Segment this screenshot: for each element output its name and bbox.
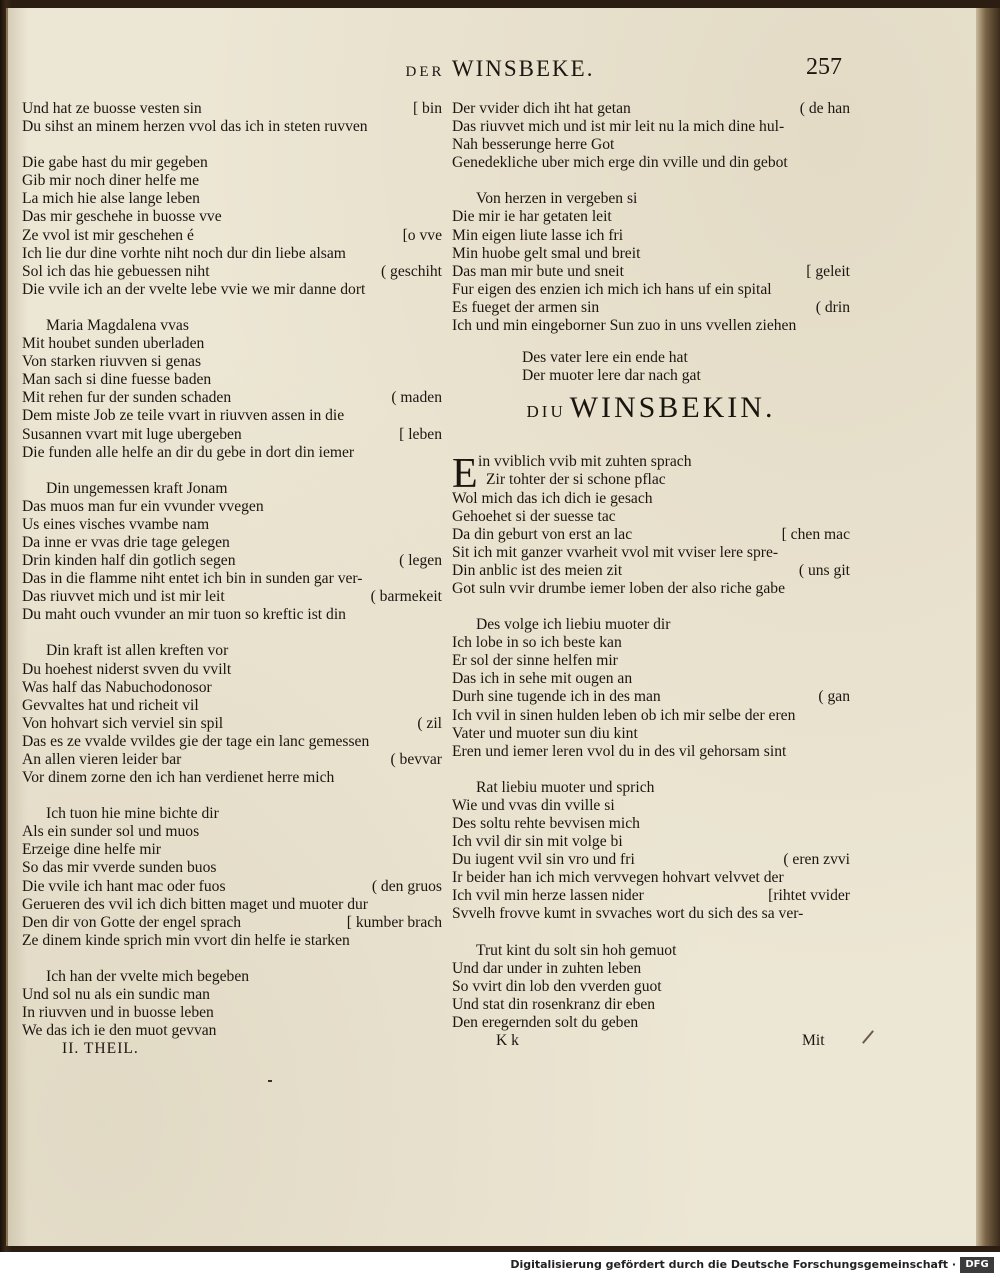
- verse-line: Trut kint du solt sin hoh gemuot: [476, 941, 677, 959]
- verse-line: Fur eigen des enzien ich mich ich hans uf ein spital: [452, 280, 772, 298]
- verse-text: Der vvider dich iht hat getan: [452, 100, 631, 117]
- verse-line: Wie und vvas din vville si: [452, 796, 615, 814]
- verse-line: Rat liebiu muoter und sprich: [476, 778, 655, 796]
- closing-line: Der muoter lere dar nach gat: [522, 367, 701, 385]
- verse-turnover: [ bin: [412, 100, 442, 117]
- verse-line: [452, 263, 850, 281]
- verse-line: Vor dinem zorne den ich han verdienet herre mich: [22, 769, 335, 787]
- verse-line: Vater und muoter sun diu kint: [452, 724, 638, 742]
- verse-line: Ze dinem kinde sprich min vvort din helfe ie starken: [22, 931, 350, 949]
- stanza: [452, 779, 850, 924]
- footer-credit: Digitalisierung gefördert durch die Deutsche Forschungsgemeinschaft ·: [510, 1258, 956, 1271]
- verse-turnover: [rihtet vvider: [768, 887, 850, 905]
- verse-line: Dem miste Job ze teile vvart in riuvven assen in die: [22, 407, 345, 425]
- right-column: [452, 100, 850, 1052]
- verse-text: Da din geburt von erst an lac: [452, 525, 633, 543]
- verse-line: [22, 426, 442, 444]
- stanza: [452, 942, 850, 1032]
- verse-line: Er sol der sinne helfen mir: [452, 652, 618, 670]
- stanza: [452, 453, 850, 598]
- verse-line: Sit ich mit ganzer vvarheit vvol mit vviser lere spre-: [452, 543, 779, 561]
- verse-line: [22, 389, 442, 407]
- right-bottom-stanzas: [452, 453, 850, 1052]
- right-top-stanzas: [452, 100, 850, 335]
- verse-line: [22, 100, 442, 118]
- verse-text: Die vvile ich hant mac oder fuos: [22, 877, 226, 895]
- verse-line: Du maht ouch vvunder an mir tuon so kreftic ist din: [22, 606, 346, 624]
- verse-line: Und stat din rosenkranz dir eben: [452, 995, 656, 1013]
- verse-line: Du sihst an minem herzen vvol das ich in steten ruvven: [22, 118, 368, 136]
- verse-line: Die vvile ich an der vvelte lebe vvie we mir danne dort: [22, 280, 366, 298]
- verse-line: Gevvaltes hat und richeit vil: [22, 696, 199, 714]
- catchword: Mit: [802, 1032, 825, 1050]
- verse-line: Des soltu rehte bevvisen mich: [452, 815, 640, 832]
- verse-line: In riuvven und in buosse leben: [22, 1004, 214, 1022]
- verse-turnover: ( eren zvvi: [783, 851, 850, 869]
- verse-line: Von starken riuvven si genas: [22, 353, 202, 371]
- stanza: [22, 968, 442, 1040]
- verse-line: Ich han der vvelte mich begeben: [46, 967, 250, 985]
- verse-turnover: [ chen mac: [781, 525, 850, 543]
- verse-text: Din anblic ist des meien zit: [452, 561, 623, 579]
- verse-text: Das riuvvet mich und ist mir leit: [22, 588, 225, 606]
- verse-turnover: ( legen: [399, 552, 442, 570]
- verse-line: Din kraft ist allen kreften vor: [46, 642, 229, 660]
- signature-mark: II. THEIL.: [62, 1040, 139, 1058]
- verse-line: Us eines visches vvambe nam: [22, 515, 210, 533]
- verse-line: Das mir geschehe in buosse vve: [22, 208, 222, 226]
- verse-text: Durh sine tugende ich in des man: [452, 688, 661, 706]
- verse-line: Ich und min eingeborner Sun zuo in uns vvellen ziehen: [452, 317, 797, 335]
- verse-line: So das mir vverde sunden buos: [22, 859, 217, 877]
- verse-turnover: [ geleit: [806, 262, 850, 280]
- verse-line: Nah besserunge herre Got: [452, 136, 615, 154]
- verse-line: Was half das Nabuchodonosor: [22, 678, 212, 696]
- verse-line: Du hoehest niderst svven du vvilt: [22, 660, 232, 678]
- running-head-title: WINSBEKE.: [451, 56, 595, 81]
- verse-line: Des volge ich liebiu muoter dir: [476, 616, 671, 634]
- verse-turnover: ( maden: [391, 389, 442, 407]
- verse-text: Von hohvart sich verviel sin spil: [22, 714, 224, 732]
- verse-line: [452, 299, 850, 317]
- verse-line: [452, 851, 850, 869]
- verse-turnover: [ kumber brach: [346, 913, 442, 931]
- signature-mark: K k: [496, 1032, 519, 1050]
- verse-turnover: [o vve: [402, 226, 442, 244]
- footer-bar: [0, 1252, 1000, 1278]
- verse-text: Den dir von Gotte der engel sprach: [22, 913, 242, 931]
- stanza: [22, 154, 442, 299]
- page-number: 257: [806, 54, 842, 80]
- verse-line: Das riuvvet mich und ist mir leit nu la mich dine hul-: [452, 118, 785, 136]
- verse-text: Drin kinden half din gotlich segen: [22, 552, 236, 570]
- verse-line: Da inne er vvas drie tage gelegen: [22, 533, 230, 551]
- verse-line: Die funden alle helfe an dir du gebe in dort din iemer: [22, 443, 355, 461]
- verse-line: Wol mich das ich dich ie gesach: [452, 489, 653, 507]
- verse-line: Gerueren des vvil ich dich bitten maget und muoter dur: [22, 895, 368, 913]
- verse-line: [22, 588, 442, 606]
- left-column: [22, 100, 442, 1058]
- verse-line: Das es ze vvalde vvildes gie der tage ein lanc gemessen: [22, 732, 370, 750]
- verse-line: Svvelh frovve kumt in svvaches wort du sich des sa ver-: [452, 905, 804, 923]
- verse-line: [22, 914, 442, 932]
- verse-text: Das man mir bute und sneit: [452, 262, 624, 280]
- verse-line: Man sach si dine fuesse baden: [22, 371, 212, 389]
- verse-line: [22, 552, 442, 570]
- verse-turnover: ( den gruos: [371, 877, 442, 895]
- verse-line: Das in die flamme niht entet ich bin in sunden gar ver-: [22, 570, 363, 588]
- signature-row: [452, 1032, 850, 1052]
- verse-line: Ich tuon hie mine bichte dir: [46, 805, 219, 823]
- verse-line: So vvirt din lob den vverden guot: [452, 977, 662, 995]
- verse-turnover: ( barmekeit: [370, 588, 442, 606]
- verse-line: [452, 100, 850, 118]
- verse-turnover: ( uns git: [798, 561, 850, 579]
- running-head: [0, 56, 1000, 82]
- verse-line: [452, 688, 850, 706]
- stanza: [22, 805, 442, 950]
- stanza: [22, 480, 442, 625]
- verse-line: Den eregernden solt du geben: [452, 1013, 639, 1031]
- verse-line: [22, 715, 442, 733]
- verse-line: Eren und iemer leren vvol du in des vil gehorsam sint: [452, 742, 787, 760]
- verse-line: Die gabe hast du mir gegeben: [22, 154, 208, 172]
- verse-line: We das ich ie den muot gevvan: [22, 1022, 217, 1040]
- verse-turnover: [ leben: [399, 425, 442, 443]
- drop-cap: E: [452, 451, 478, 498]
- verse-line: Und sol nu als ein sundic man: [22, 986, 210, 1004]
- verse-line: Mit houbet sunden uberladen: [22, 335, 205, 353]
- stanza: [22, 317, 442, 462]
- verse-text: An allen vieren leider bar: [22, 751, 182, 768]
- verse-line: Erzeige dine helfe mir: [22, 841, 161, 859]
- closing-couplet: [452, 349, 850, 385]
- stanza: [452, 100, 850, 172]
- running-head-der: DER: [405, 64, 445, 80]
- verse-line: Zir tohter der si schone pflac: [486, 471, 666, 489]
- verse-line: [22, 878, 442, 896]
- stanza: [22, 642, 442, 787]
- verse-line: Maria Magdalena vvas: [46, 316, 189, 334]
- verse-text: Susannen vvart mit luge ubergeben: [22, 425, 242, 443]
- verse-line: [452, 526, 850, 544]
- verse-line: Ich vvil in sinen hulden leben ob ich mir selbe der eren: [452, 706, 796, 724]
- verse-turnover: ( de han: [799, 100, 850, 117]
- stanza: [452, 616, 850, 761]
- verse-text: Mit rehen fur der sunden schaden: [22, 389, 232, 407]
- verse-line: Und dar under in zuhten leben: [452, 959, 642, 977]
- dfg-logo: DFG: [960, 1257, 994, 1273]
- stanza: [452, 190, 850, 335]
- stanza: [22, 100, 442, 136]
- verse-turnover: ( zil: [417, 714, 442, 732]
- page-edge: [976, 8, 1000, 1246]
- verse-text: Du iugent vvil sin vro und fri: [452, 851, 635, 869]
- verse-line: Ich lobe in so ich beste kan: [452, 634, 622, 652]
- verse-line: Ir beider han ich mich vervvegen hohvart velvvet der: [452, 869, 784, 887]
- verse-turnover: ( drin: [815, 298, 850, 316]
- verse-line: [22, 263, 442, 281]
- verse-line: Din ungemessen kraft Jonam: [46, 479, 228, 497]
- verse-text: Ze vvol ist mir geschehen é: [22, 226, 194, 244]
- verse-line: Genedekliche uber mich erge din vville und din gebot: [452, 154, 788, 172]
- verse-line: [452, 562, 850, 580]
- verse-line: [22, 751, 442, 769]
- verse-line: Ich lie dur dine vorhte niht noch dur din liebe alsam: [22, 244, 346, 262]
- section-title: [452, 391, 850, 439]
- verse-line: in vviblich vvib mit zuhten sprach: [478, 453, 692, 471]
- verse-line: [452, 887, 850, 905]
- verse-text: Und hat ze buosse vesten sin: [22, 100, 202, 117]
- verse-text: Sol ich das hie gebuessen niht: [22, 262, 210, 280]
- verse-line: Von herzen in vergeben si: [476, 190, 638, 208]
- verse-turnover: ( geschiht: [380, 262, 442, 280]
- verse-line: Gehoehet si der suesse tac: [452, 507, 616, 525]
- verse-line: Das ich in sehe mit ougen an: [452, 670, 633, 688]
- verse-line: Gib mir noch diner helfe me: [22, 172, 200, 190]
- verse-line: Ich vvil dir sin mit volge bi: [452, 833, 623, 851]
- verse-line: Das muos man fur ein vvunder vvegen: [22, 497, 264, 515]
- verse-line: [22, 227, 442, 245]
- verse-line: Als ein sunder sol und muos: [22, 823, 200, 841]
- verse-line: Got suln vvir drumbe iemer loben der also riche gabe: [452, 579, 785, 597]
- verse-text: Es fueget der armen sin: [452, 298, 600, 316]
- verse-turnover: ( gan: [818, 688, 850, 706]
- verse-text: Ich vvil min herze lassen nider: [452, 887, 644, 905]
- section-title-small: DIU: [526, 402, 566, 422]
- verse-line: Die mir ie har getaten leit: [452, 208, 612, 226]
- closing-line: Des vater lere ein ende hat: [522, 349, 688, 367]
- verse-line: La mich hie alse lange leben: [22, 190, 200, 208]
- verse-line: Min huobe gelt smal und breit: [452, 244, 641, 262]
- ink-dot: [268, 1080, 272, 1082]
- verse-line: Min eigen liute lasse ich fri: [452, 226, 624, 244]
- verse-turnover: ( bevvar: [390, 751, 442, 768]
- section-title-large: WINSBEKIN.: [569, 391, 776, 425]
